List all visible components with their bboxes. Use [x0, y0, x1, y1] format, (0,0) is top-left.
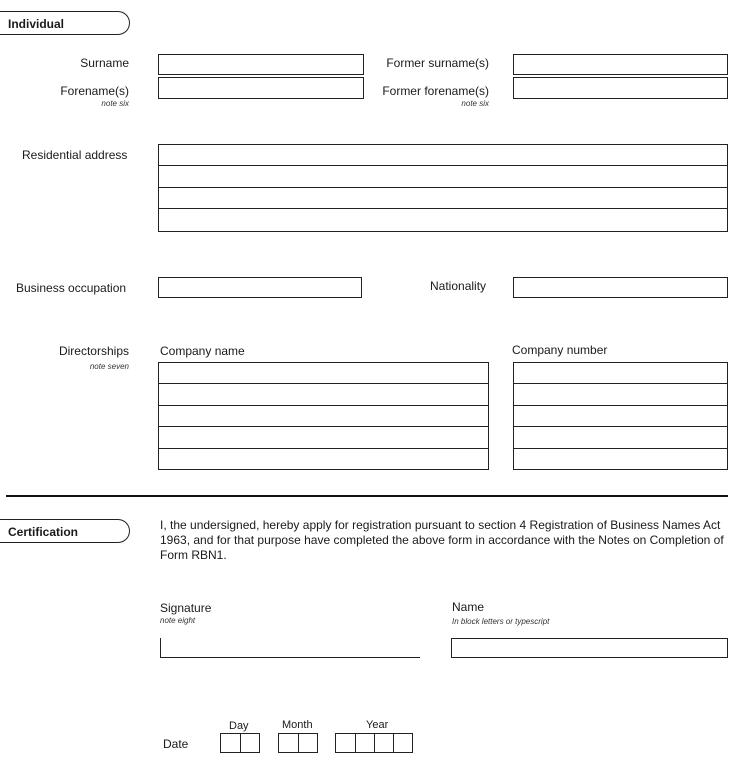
nationality-label: Nationality — [430, 279, 487, 293]
year-label: Year — [366, 719, 389, 731]
company-name-table[interactable] — [158, 362, 489, 470]
forenames-field[interactable] — [158, 77, 364, 99]
date-year-group[interactable] — [335, 733, 413, 753]
nationality-field[interactable] — [513, 277, 728, 298]
address-line-divider-3 — [158, 208, 728, 209]
name-note: In block letters or typescript — [452, 617, 550, 626]
day-digit-box[interactable] — [220, 733, 241, 753]
section-divider — [6, 495, 728, 497]
business-occupation-field[interactable] — [158, 277, 362, 298]
date-day-group[interactable] — [220, 733, 260, 753]
year-digit-box[interactable] — [374, 733, 394, 753]
former-forenames-note: note six — [461, 99, 489, 108]
certification-section-title: Certification — [8, 525, 79, 539]
former-forenames-label: Former forename(s) — [382, 84, 489, 98]
name-label: Name — [452, 600, 485, 614]
company-number-row-divider — [513, 383, 728, 384]
company-name-row-divider — [158, 405, 489, 406]
signature-note: note eight — [160, 616, 196, 625]
certification-section-tab — [0, 519, 130, 543]
address-line-divider-2 — [158, 187, 728, 188]
certification-statement: I, the undersigned, hereby apply for registration pursuant to section 4 Registration of Business Names Act 1963, and for that purpose have completed the above form in accordance with the Notes on Completion of Form RBN1. — [160, 518, 724, 562]
company-number-table[interactable] — [513, 362, 728, 470]
former-surname-field[interactable] — [513, 54, 728, 75]
company-number-row-divider — [513, 448, 728, 449]
surname-field[interactable] — [158, 54, 364, 75]
month-label: Month — [282, 719, 313, 731]
surname-label: Surname — [80, 56, 129, 70]
forenames-label: Forename(s) — [60, 84, 129, 98]
name-field[interactable] — [451, 638, 728, 658]
individual-section-title: Individual — [8, 17, 65, 31]
year-digit-box[interactable] — [335, 733, 356, 753]
company-name-row-divider — [158, 448, 489, 449]
former-surname-label: Former surname(s) — [386, 56, 489, 70]
company-number-header: Company number — [512, 343, 608, 357]
date-month-group[interactable] — [278, 733, 318, 753]
signature-label: Signature — [160, 601, 212, 615]
company-number-row-divider — [513, 405, 728, 406]
company-name-row-divider — [158, 383, 489, 384]
directorships-label: Directorships — [58, 344, 129, 358]
year-digit-box[interactable] — [355, 733, 375, 753]
directorships-note: note seven — [89, 362, 129, 371]
month-digit-box[interactable] — [298, 733, 318, 753]
year-digit-box[interactable] — [393, 733, 413, 753]
individual-section-tab — [0, 11, 130, 35]
signature-field[interactable] — [160, 638, 420, 658]
residential-address-field[interactable] — [158, 144, 728, 232]
day-digit-box[interactable] — [240, 733, 260, 753]
company-name-row-divider — [158, 426, 489, 427]
business-occupation-label: Business occupation — [16, 281, 127, 295]
month-digit-box[interactable] — [278, 733, 299, 753]
company-number-row-divider — [513, 426, 728, 427]
address-line-divider-1 — [158, 165, 728, 166]
date-label: Date — [163, 737, 189, 751]
company-name-header: Company name — [160, 344, 245, 358]
residential-address-label: Residential address — [22, 148, 128, 162]
former-forenames-field[interactable] — [513, 77, 728, 99]
day-label: Day — [229, 720, 249, 732]
forenames-note: note six — [101, 99, 129, 108]
